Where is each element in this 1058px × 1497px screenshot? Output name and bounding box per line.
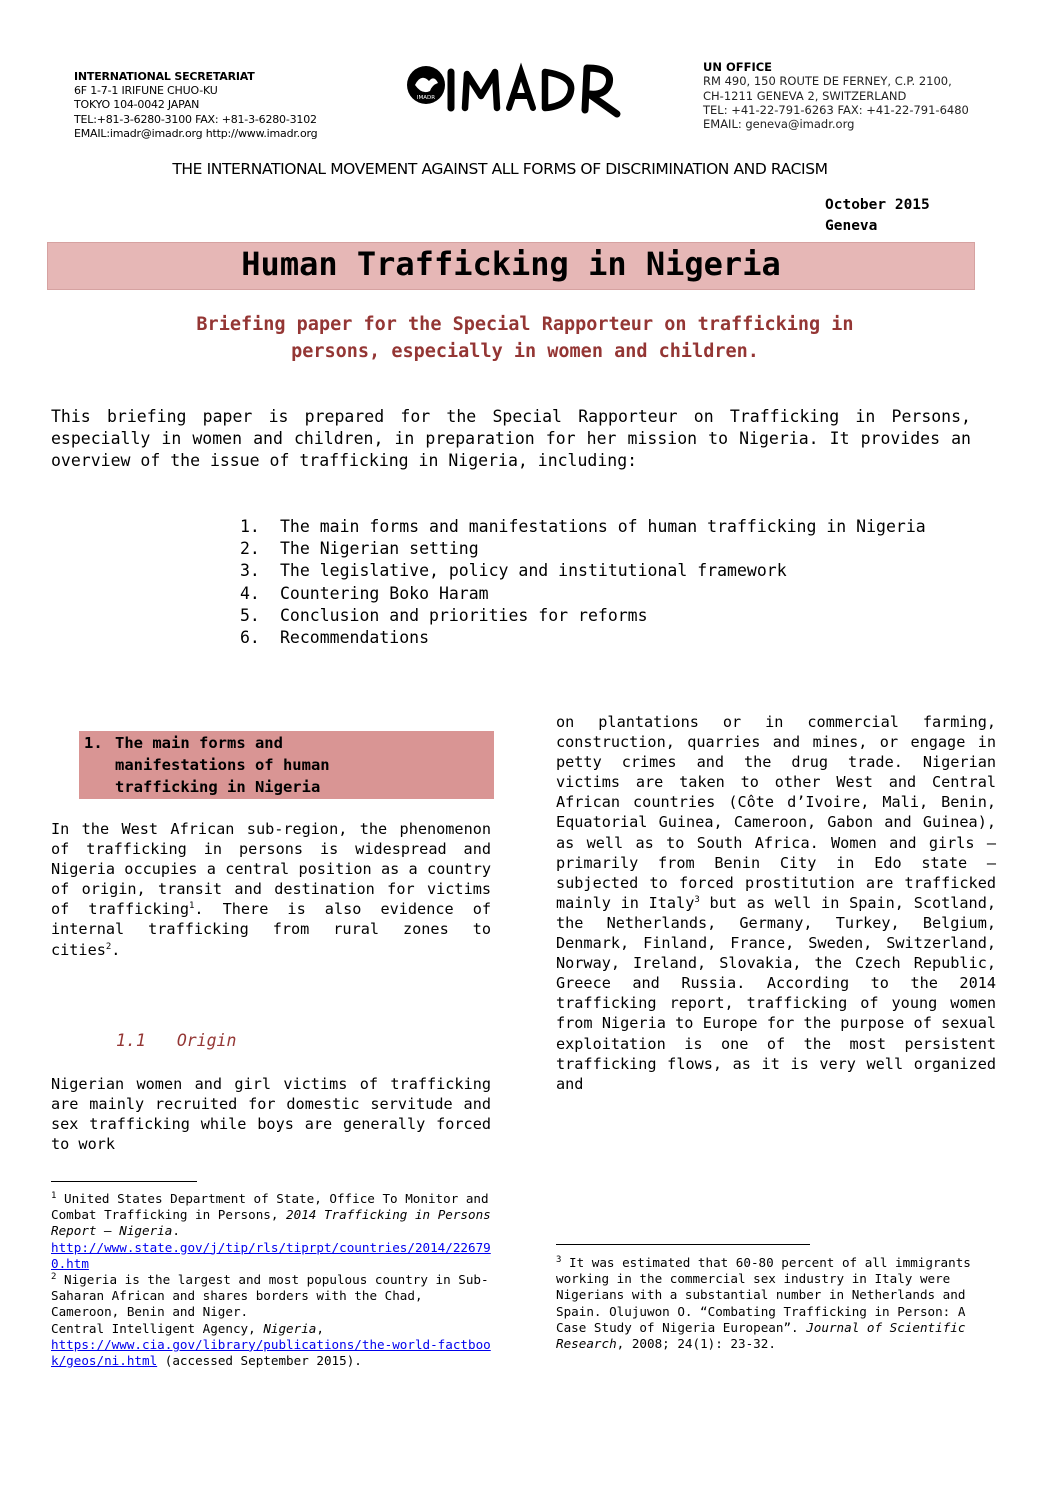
footnote-ref-3[interactable]: 3 — [694, 894, 700, 905]
secretariat-phone: TEL:+81-3-6280-3100 FAX: +81-3-6280-3102 — [74, 112, 317, 126]
toc-item-label: The Nigerian setting — [280, 539, 479, 559]
toc-item — [240, 627, 960, 649]
footnote-1 — [51, 1191, 491, 1272]
footnote-text: Nigeria is the largest and most populous country in Sub-Saharan African and shares borders with the Chad, Cameroon, Benin and Niger. — [51, 1272, 489, 1320]
footnote-text: It was estimated that 60-80 percent of all immigrants working in the commercial sex industry in Italy were Nigerians with a substantial number in Netherlands and Spain. Olujuwon O. “Combating Trafficking in Person: A Case Study of Nigeria European”. — [556, 1255, 971, 1335]
toc-item-label: Conclusion and priorities for reforms — [280, 605, 648, 625]
imadr-logo-graphic — [405, 58, 640, 120]
subsection-heading-origin — [116, 1031, 236, 1050]
footnote-italic: Journal of Scientific Research — [556, 1319, 966, 1352]
secretariat-city: TOKYO 104-0042 JAPAN — [74, 98, 200, 112]
un-office-phone: TEL: +41-22-791-6263 FAX: +41-22-791-6480 — [703, 102, 969, 117]
footnote-ref-1[interactable]: 1 — [188, 901, 195, 912]
section-1-right-column — [556, 712, 996, 1094]
toc-item — [240, 605, 960, 627]
footnote-italic: Nigeria — [263, 1320, 317, 1336]
intro-paragraph: This briefing paper is prepared for the Special Rapporteur on Trafficking in Persons, especially in women and children, in preparation for her mission to Nigeria. It provides an overview of the issue of trafficking in Nigeria, including: — [51, 407, 971, 470]
paragraph-text: but as well in Spain, Scotland, the Netherlands, Germany, Turkey, Belgium, Denmark, Finland, France, Sweden, Switzerland, Norway, Ireland, Slovakia, the Czech Republic, Greece and Russia. According to the 2014 trafficking report, trafficking of young women from Nigeria to Europe for the purpose of sexual exploitation is one of the most persistent trafficking flows, as it is very well organized and — [556, 893, 996, 1093]
footnote-2-link[interactable]: https://www.cia.gov/library/publications/the-world-factbook/geos/ni.html — [51, 1336, 491, 1369]
footnote-text: United States Department of State, Office To Monitor and Combat Trafficking in Persons, — [51, 1191, 489, 1223]
paragraph-text: In the West African sub-region, the phenomenon of trafficking in persons is widespread and Nigeria occupies a central position as a country of origin, transit and destination for victims of trafficking — [51, 820, 491, 919]
toc-item-label: The main forms and manifestations of human trafficking in Nigeria — [280, 517, 926, 536]
footnote-text: , — [316, 1320, 324, 1336]
toc-item-number: 3. — [240, 561, 260, 581]
footnote-number: 2 — [51, 1271, 57, 1282]
footnotes-right — [556, 1255, 986, 1352]
subsection-title: Origin — [176, 1031, 237, 1050]
toc-item-number: 5. — [240, 605, 260, 625]
toc-item-number: 1. — [240, 517, 260, 536]
toc-item — [240, 583, 960, 605]
document-subtitle — [60, 311, 990, 365]
footnote-1-link[interactable]: http://www.state.gov/j/tip/rls/tiprpt/countries/2014/226790.htm — [51, 1239, 491, 1271]
date-place: Geneva — [825, 218, 878, 234]
secretariat-title: INTERNATIONAL SECRETARIAT — [74, 70, 255, 83]
section-1-paragraph-2 — [51, 1074, 491, 1154]
header-un-office-address — [703, 60, 969, 131]
toc-item-label: Recommendations — [280, 628, 430, 648]
un-office-city: CH-1211 GENEVA 2, SWITZERLAND — [703, 88, 907, 103]
subtitle-line-1: Briefing paper for the Special Rapporteur on trafficking in — [196, 314, 854, 335]
section-title: The main forms and manifestations of human trafficking in Nigeria — [115, 734, 330, 796]
footnote-3 — [556, 1255, 986, 1352]
header-secretariat-address — [74, 70, 317, 141]
paragraph-text: Nigerian women and girl victims of trafficking are mainly recruited for domestic servitude and sex trafficking while boys are generally forced to work — [51, 1075, 491, 1154]
toc-item-number: 4. — [240, 583, 260, 603]
subsection-number: 1.1 — [116, 1031, 146, 1050]
footnote-accessed: (accessed September 2015). — [157, 1353, 362, 1369]
document-date — [825, 195, 930, 237]
footnote-source: Central Intelligent Agency, — [51, 1320, 264, 1336]
toc-item-label: The legislative, policy and institutional framework — [280, 561, 787, 581]
footnote-number: 1 — [51, 1190, 57, 1201]
footnote-text: . — [172, 1223, 180, 1239]
secretariat-street: 6F 1-7-1 IRIFUNE CHUO-KU — [74, 84, 218, 98]
footnote-number: 3 — [556, 1254, 562, 1265]
document-title: Human Trafficking in Nigeria — [241, 245, 781, 283]
imadr-logo — [405, 58, 640, 120]
section-1-heading — [84, 732, 384, 798]
section-1-paragraph-1 — [51, 819, 491, 960]
un-office-email: EMAIL: geneva@imadr.org — [703, 117, 855, 132]
un-office-street: RM 490, 150 ROUTE DE FERNEY, C.P. 2100, — [703, 74, 952, 89]
paragraph-text: . — [111, 940, 121, 959]
toc-item-label: Countering Boko Haram — [280, 583, 489, 603]
logo-emblem-text: IMADR — [416, 95, 436, 101]
footnote-italic: 2014 Trafficking in Persons Report – Nigeria — [51, 1207, 491, 1239]
footnote-divider-left — [51, 1181, 197, 1182]
footnote-ref-2[interactable]: 2 — [105, 941, 112, 952]
paragraph-text: . There is also evidence of internal trafficking from rural zones to cities — [51, 900, 491, 959]
organization-full-name: THE INTERNATIONAL MOVEMENT AGAINST ALL FORMS OF DISCRIMINATION AND RACISM — [172, 160, 828, 178]
un-office-title: UN OFFICE — [703, 60, 773, 74]
date-month: October 2015 — [825, 197, 930, 213]
toc-item-number: 6. — [240, 628, 260, 648]
table-of-contents — [240, 516, 960, 649]
section-number: 1. — [84, 734, 103, 752]
footnotes-left — [51, 1191, 491, 1369]
secretariat-email: EMAIL:imadr@imadr.org http://www.imadr.org — [74, 126, 318, 140]
toc-item — [240, 538, 960, 560]
footnote-divider-right — [556, 1244, 810, 1245]
footnote-2 — [51, 1272, 491, 1369]
toc-item — [240, 560, 960, 582]
subtitle-line-2: persons, especially in women and children. — [291, 341, 759, 362]
toc-item-number: 2. — [240, 539, 260, 559]
toc-item — [240, 516, 960, 538]
paragraph-text: on plantations or in commercial farming, construction, quarries and mines, or engage in petty crimes and the drug trade. Nigerian victims are taken to other West and Central African countries (Côte d’Ivoire, Mali, Benin, Equatorial Guinea, Cameroon, Gabon and Guinea), as well as to South Africa. Women and girls – primarily from Benin City in Edo state – subjected to forced prostitution are trafficked mainly in Italy — [556, 713, 996, 912]
footnote-text: , 2008; 24(1): 23-32. — [616, 1336, 776, 1352]
